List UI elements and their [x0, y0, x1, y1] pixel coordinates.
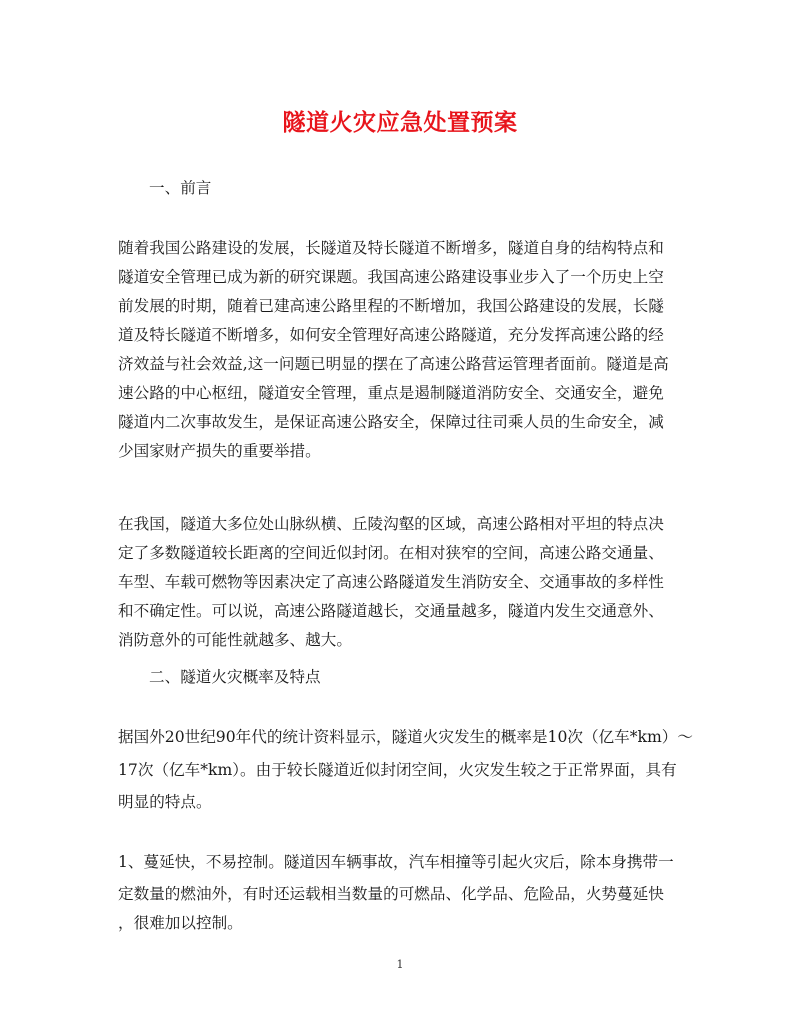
paragraph-line: 定了多数隧道较长距离的空间近似封闭。在相对狭窄的空间，高速公路交通量、 [118, 544, 664, 562]
paragraph-line: 和不确定性。可以说，高速公路隧道越长，交通量越多，隧道内发生交通意外、 [118, 602, 664, 620]
paragraph-line: 定数量的燃油外，有时还运载相当数量的可燃品、化学品、危险品，火势蔓延快 [118, 885, 664, 903]
document-title: 隧道火灾应急处置预案 [282, 110, 518, 136]
paragraph-line: 随着我国公路建设的发展，长隧道及特长隧道不断增多，隧道自身的结构特点和 [118, 239, 664, 257]
paragraph-line: 前发展的时期，随着已建高速公路里程的不断增加，我国公路建设的发展，长隧 [118, 297, 664, 315]
paragraph-line: 消防意外的可能性就越多、越大。 [118, 631, 352, 649]
section-heading: 一、前言 [149, 179, 212, 197]
paragraph-line: 明显的特点。 [118, 793, 212, 811]
paragraph-line: 少国家财产损失的重要举措。 [118, 442, 321, 460]
paragraph-line: 在我国，隧道大多位处山脉纵横、丘陵沟壑的区域，高速公路相对平坦的特点决 [118, 515, 664, 533]
paragraph-line: 隧道内二次事故发生，是保证高速公路安全，保障过往司乘人员的生命安全，减 [118, 413, 664, 431]
paragraph-line: 济效益与社会效益,这一问题已明显的摆在了高速公路营运管理者面前。隧道是高 [118, 355, 669, 373]
page-number: 1 [396, 958, 404, 971]
paragraph-line: 1、蔓延快，不易控制。隧道因车辆事故，汽车相撞等引起火灾后，除本身携带一 [118, 853, 674, 871]
paragraph-line: 17次（亿车*km）。由于较长隧道近似封闭空间，火灾发生较之于正常界面，具有 [118, 761, 677, 779]
paragraph-line: 据国外20世纪90年代的统计资料显示，隧道火灾发生的概率是10次（亿车*km）～ [118, 728, 693, 746]
section-heading: 二、隧道火灾概率及特点 [149, 668, 321, 686]
paragraph-line: ，很难加以控制。 [118, 914, 243, 932]
paragraph-line: 速公路的中心枢纽，隧道安全管理，重点是遏制隧道消防安全、交通安全，避免 [118, 384, 664, 402]
paragraph-line: 道及特长隧道不断增多，如何安全管理好高速公路隧道，充分发挥高速公路的经 [118, 326, 664, 344]
paragraph-line: 车型、车载可燃物等因素决定了高速公路隧道发生消防安全、交通事故的多样性 [118, 573, 664, 591]
paragraph-line: 隧道安全管理已成为新的研究课题。我国高速公路建设事业步入了一个历史上空 [118, 268, 664, 286]
